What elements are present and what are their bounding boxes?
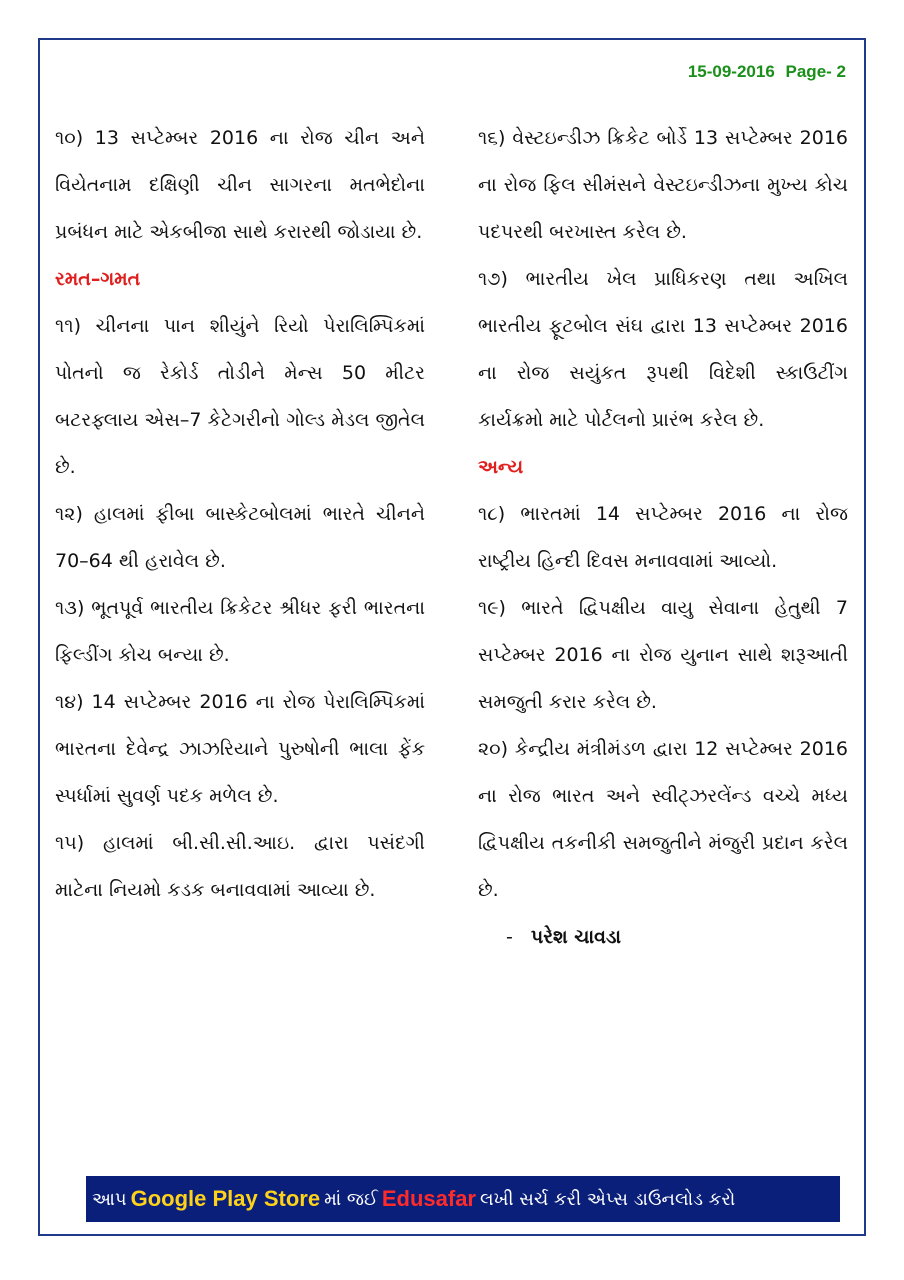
header-page-number: Page- 2	[785, 62, 846, 81]
news-item-11: ૧૧) ચીનના પાન શીયુંને રિયો પેરાલિમ્પિકમાં પોતનો જ રેકોર્ડ તોડીને મેન્સ 50 મીટર બટરફ્લાય એસ–7 કેટેગરીનો ગોલ્ડ મેડલ જીતેલ છે.	[55, 315, 425, 478]
news-item-10: ૧૦) 13 સપ્ટેમ્બર 2016 ના રોજ ચીન અને વિયેતનામ દક્ષિણી ચીન સાગરના મતભેદોના પ્રબંધન માટે એકબીજા સાથે કરારથી જોડાયા છે.	[55, 127, 425, 243]
right-column	[478, 115, 848, 961]
banner-app-name: Edusafar	[381, 1186, 476, 1211]
news-item-14: ૧૪) 14 સપ્ટેમ્બર 2016 ના રોજ પેરાલિમ્પિકમાં ભારતના દેવેન્દ્ર ઝાઝરિયાને પુરુષોની ભાલા ફેંક સ્પર્ધામાં સુવર્ણ પદક મળેલ છે.	[55, 691, 425, 807]
news-item-12: ૧૨) હાલમાં ફીબા બાસ્કેટબોલમાં ભારતે ચીનને 70–64 થી હરાવેલ છે.	[55, 503, 425, 572]
author-name: પરેશ ચાવડા	[530, 926, 622, 948]
section-heading-other: અન્ય	[478, 456, 524, 478]
header-date: 15-09-2016	[687, 62, 775, 81]
news-item-20: ૨૦) કેન્દ્રીય મંત્રીમંડળ દ્વારા 12 સપ્ટેમ્બર 2016 ના રોજ ભારત અને સ્વીટ્ઝરલેંન્ડ વચ્ચે મધ્ય દ્વિપક્ષીય તકનીકી સમજુતીને મંજુરી પ્રદાન કરેલ છે.	[478, 738, 848, 901]
left-column	[55, 115, 425, 914]
news-item-13: ૧૩) ભૂતપૂર્વ ભારતીય ક્રિકેટર શ્રીધર ફરી ભારતના ફિલ્ડીંગ કોચ બન્યા છે.	[55, 597, 425, 666]
banner-store-name: Google Play Store	[130, 1186, 321, 1211]
author-signature	[478, 914, 848, 961]
news-item-18: ૧૮) ભારતમાં 14 સપ્ટેમ્બર 2016 ના રોજ રાષ્ટ્રીય હિન્દી દિવસ મનાવવામાં આવ્યો.	[478, 503, 848, 572]
news-item-16: ૧૬) વેસ્ટઇન્ડીઝ ક્રિકેટ બોર્ડે 13 સપ્ટેમ્બર 2016 ના રોજ ફિલ સીમંસને વેસ્ટઇન્ડીઝના મુખ્ય કોચ પદપરથી બરખાસ્ત કરેલ છે.	[478, 127, 848, 243]
news-item-17: ૧૭) ભારતીય ખેલ પ્રાધિકરણ તથા અખિલ ભારતીય ફૂટબોલ સંઘ દ્વારા 13 સપ્ટેમ્બર 2016 ના રોજ સયુંકત રૂપથી વિદેશી સ્કાઉટીંગ કાર્યક્રમો માટે પોર્ટલનો પ્રારંભ કરેલ છે.	[478, 268, 848, 431]
section-heading-sports: રમત–ગમત	[55, 268, 141, 290]
page-header	[688, 62, 846, 82]
banner-text-2: માં જઈ	[324, 1188, 378, 1210]
news-item-19: ૧૯) ભારતે દ્વિપક્ષીય વાયુ સેવાના હેતુથી 7 સપ્ટેમ્બર 2016 ના રોજ યુનાન સાથે શરૂઆતી સમજુતી કરાર કરેલ છે.	[478, 597, 848, 713]
banner-text-1: આપ	[92, 1188, 127, 1210]
app-promo-banner	[86, 1176, 840, 1222]
news-item-15: ૧૫) હાલમાં બી.સી.સી.આઇ. દ્વારા પસંદગી માટેના નિયમો કડક બનાવવામાં આવ્યા છે.	[55, 832, 425, 901]
signature-dash: -	[506, 926, 513, 948]
banner-text-3: લખી સર્ચ કરી એપ્સ ડાઉનલોડ કરો	[480, 1188, 736, 1210]
